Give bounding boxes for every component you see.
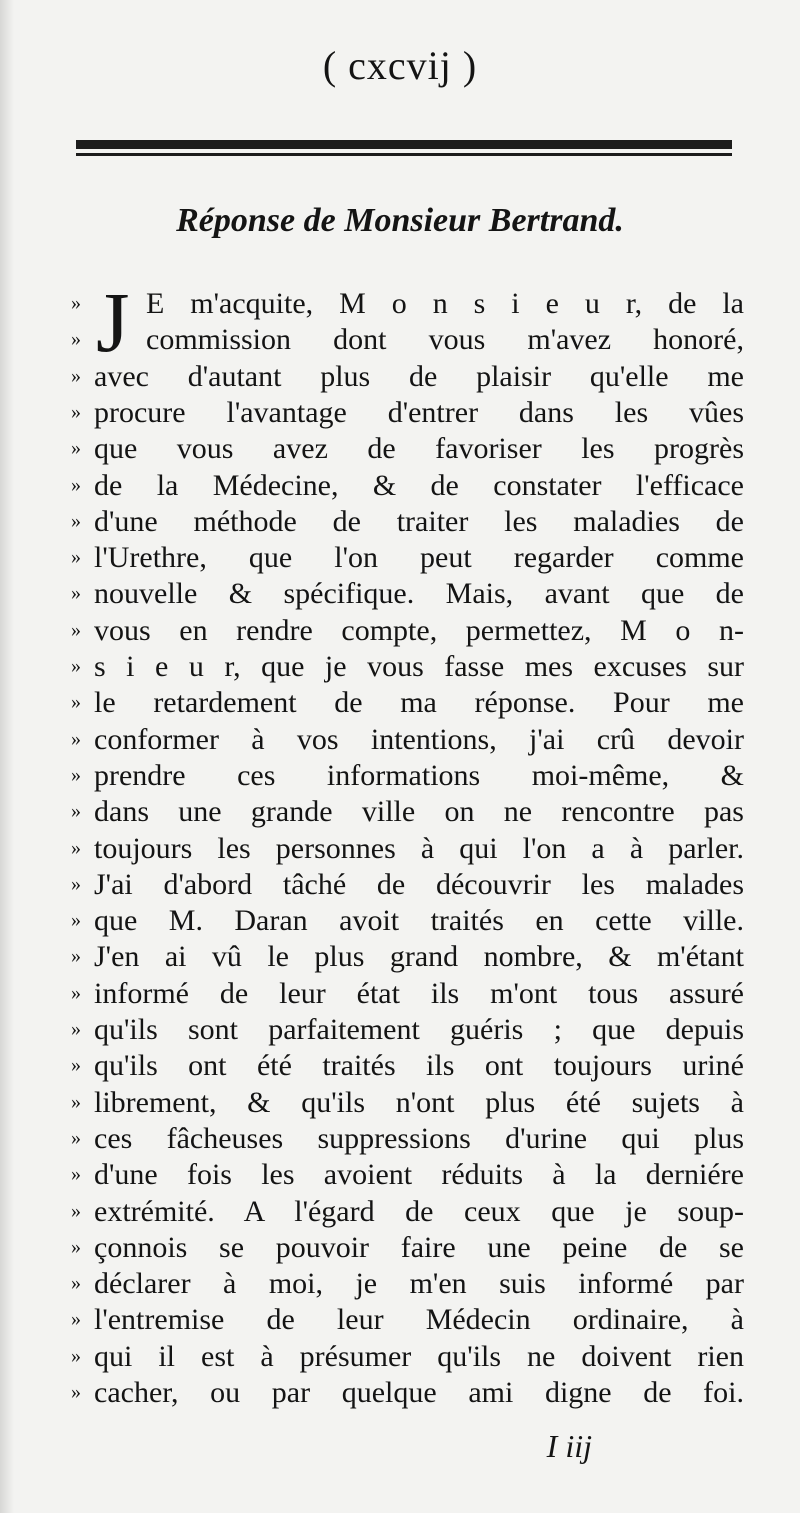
quotation-mark: »	[71, 800, 81, 823]
quotation-mark: »	[71, 981, 81, 1004]
text-line	[0, 395, 800, 431]
line-text: prendre ces informations moi-même, &	[94, 758, 744, 792]
quotation-mark: »	[71, 1090, 81, 1113]
quotation-mark: »	[71, 1054, 81, 1077]
quotation-mark: »	[71, 1344, 81, 1367]
text-line	[0, 1339, 800, 1375]
text-line	[0, 1012, 800, 1048]
line-text: s i e u r, que je vous fasse mes excuses sur	[94, 650, 744, 683]
line-text: que M. Daran avoit traités en cette ville.	[94, 904, 744, 938]
quotation-mark: »	[71, 509, 81, 532]
text-line	[0, 794, 800, 830]
quotation-mark: »	[71, 691, 81, 714]
line-text: toujours les personnes à qui l'on a à parler.	[94, 831, 744, 865]
line-text: d'une méthode de traiter les maladies de	[94, 504, 744, 538]
quotation-mark: »	[71, 364, 81, 387]
line-text: J'ai d'abord tâché de découvrir les malades	[94, 867, 744, 901]
text-line	[0, 722, 800, 758]
line-text: J'en ai vû le plus grand nombre, & m'étant	[94, 940, 744, 974]
quotation-mark: »	[71, 1308, 81, 1331]
quotation-mark: »	[71, 1126, 81, 1149]
line-text: qu'ils sont parfaitement guéris ; que depuis	[94, 1013, 744, 1046]
line-text: extrémité. A l'égard de ceux que je soup-	[94, 1194, 744, 1228]
line-text: de la Médecine, & de constater l'efficace	[94, 468, 744, 502]
line-text: déclarer à moi, je m'en suis informé par	[94, 1267, 744, 1301]
text-line	[0, 1194, 800, 1230]
header-double-rule	[76, 140, 732, 160]
quotation-mark: »	[71, 655, 81, 677]
quotation-mark: »	[71, 727, 81, 750]
drop-cap: J	[96, 274, 130, 370]
text-line	[0, 1085, 800, 1121]
quotation-mark: »	[71, 1235, 81, 1258]
text-line	[0, 1048, 800, 1084]
text-line	[0, 1266, 800, 1302]
text-line	[0, 1230, 800, 1266]
line-text: E m'acquite, M o n s i e u r, de la	[146, 287, 744, 320]
line-text: l'Urethre, que l'on peut regarder comme	[94, 541, 744, 575]
line-text: avec d'autant plus de plaisir qu'elle me	[94, 359, 744, 393]
line-text: cacher, ou par quelque ami digne de foi.	[94, 1376, 744, 1409]
text-line	[0, 613, 800, 649]
line-text: procure l'avantage d'entrer dans les vûes	[94, 395, 744, 429]
line-text: le retardement de ma réponse. Pour me	[94, 686, 744, 720]
line-text: informé de leur état ils m'ont tous assuré	[94, 976, 744, 1010]
line-text: çonnois se pouvoir faire une peine de se	[94, 1230, 744, 1264]
line-text: ces fâcheuses suppressions d'urine qui plus	[94, 1121, 744, 1155]
line-text: que vous avez de favoriser les progrès	[94, 432, 744, 466]
quotation-mark: »	[71, 400, 81, 423]
quotation-mark: »	[71, 1018, 81, 1040]
quotation-mark: »	[71, 328, 81, 351]
text-line	[0, 831, 800, 867]
text-line	[0, 540, 800, 576]
quotation-mark: »	[71, 1199, 81, 1222]
text-line	[0, 1121, 800, 1157]
line-text: vous en rendre compte, permettez, M o n-	[94, 613, 744, 647]
quotation-mark: »	[71, 909, 81, 932]
line-text: dans une grande ville on ne rencontre pas	[94, 795, 744, 829]
line-text: commission dont vous m'avez honoré,	[146, 323, 744, 357]
text-line	[0, 576, 800, 612]
text-line	[0, 431, 800, 467]
text-line	[0, 976, 800, 1012]
text-line	[0, 1375, 800, 1411]
quotation-mark: »	[71, 763, 81, 786]
text-line	[0, 286, 800, 322]
line-text: nouvelle & spécifique. Mais, avant que de	[94, 577, 744, 611]
line-text: qu'ils ont été traités ils ont toujours uriné	[94, 1049, 744, 1083]
rule-thick-line	[76, 140, 732, 149]
text-line	[0, 1157, 800, 1193]
quotation-mark: »	[71, 546, 81, 569]
quotation-mark: »	[71, 945, 81, 968]
quotation-mark: »	[71, 836, 81, 859]
page-number: ( cxcvij )	[322, 43, 478, 88]
line-text: d'une fois les avoient réduits à la derniére	[94, 1158, 744, 1192]
quotation-mark: »	[71, 872, 81, 895]
quotation-mark: »	[71, 292, 81, 314]
quotation-mark: »	[71, 1272, 81, 1295]
text-line	[0, 359, 800, 395]
letter-heading: Réponse de Monsieur Bertrand.	[176, 202, 624, 239]
text-line	[0, 867, 800, 903]
line-text: qui il est à présumer qu'ils ne doivent rien	[94, 1339, 744, 1373]
text-line	[0, 903, 800, 939]
text-line	[0, 649, 800, 685]
quotation-mark: »	[71, 1163, 81, 1186]
text-line	[0, 758, 800, 794]
text-line	[0, 504, 800, 540]
quotation-mark: »	[71, 582, 81, 605]
text-line	[0, 1302, 800, 1338]
quotation-mark: »	[71, 473, 81, 496]
text-line	[0, 685, 800, 721]
quotation-mark: »	[71, 1381, 81, 1403]
text-line	[0, 468, 800, 504]
text-line	[0, 322, 800, 358]
line-text: conformer à vos intentions, j'ai crû devoir	[94, 722, 744, 756]
rule-thin-line	[76, 153, 732, 156]
quotation-mark: »	[71, 618, 81, 641]
quotation-mark: »	[71, 437, 81, 460]
line-text: l'entremise de leur Médecin ordinaire, à	[94, 1303, 744, 1337]
line-text: librement, & qu'ils n'ont plus été sujets à	[94, 1085, 744, 1119]
text-line	[0, 939, 800, 975]
catchword-signature: I iij	[546, 1428, 592, 1464]
